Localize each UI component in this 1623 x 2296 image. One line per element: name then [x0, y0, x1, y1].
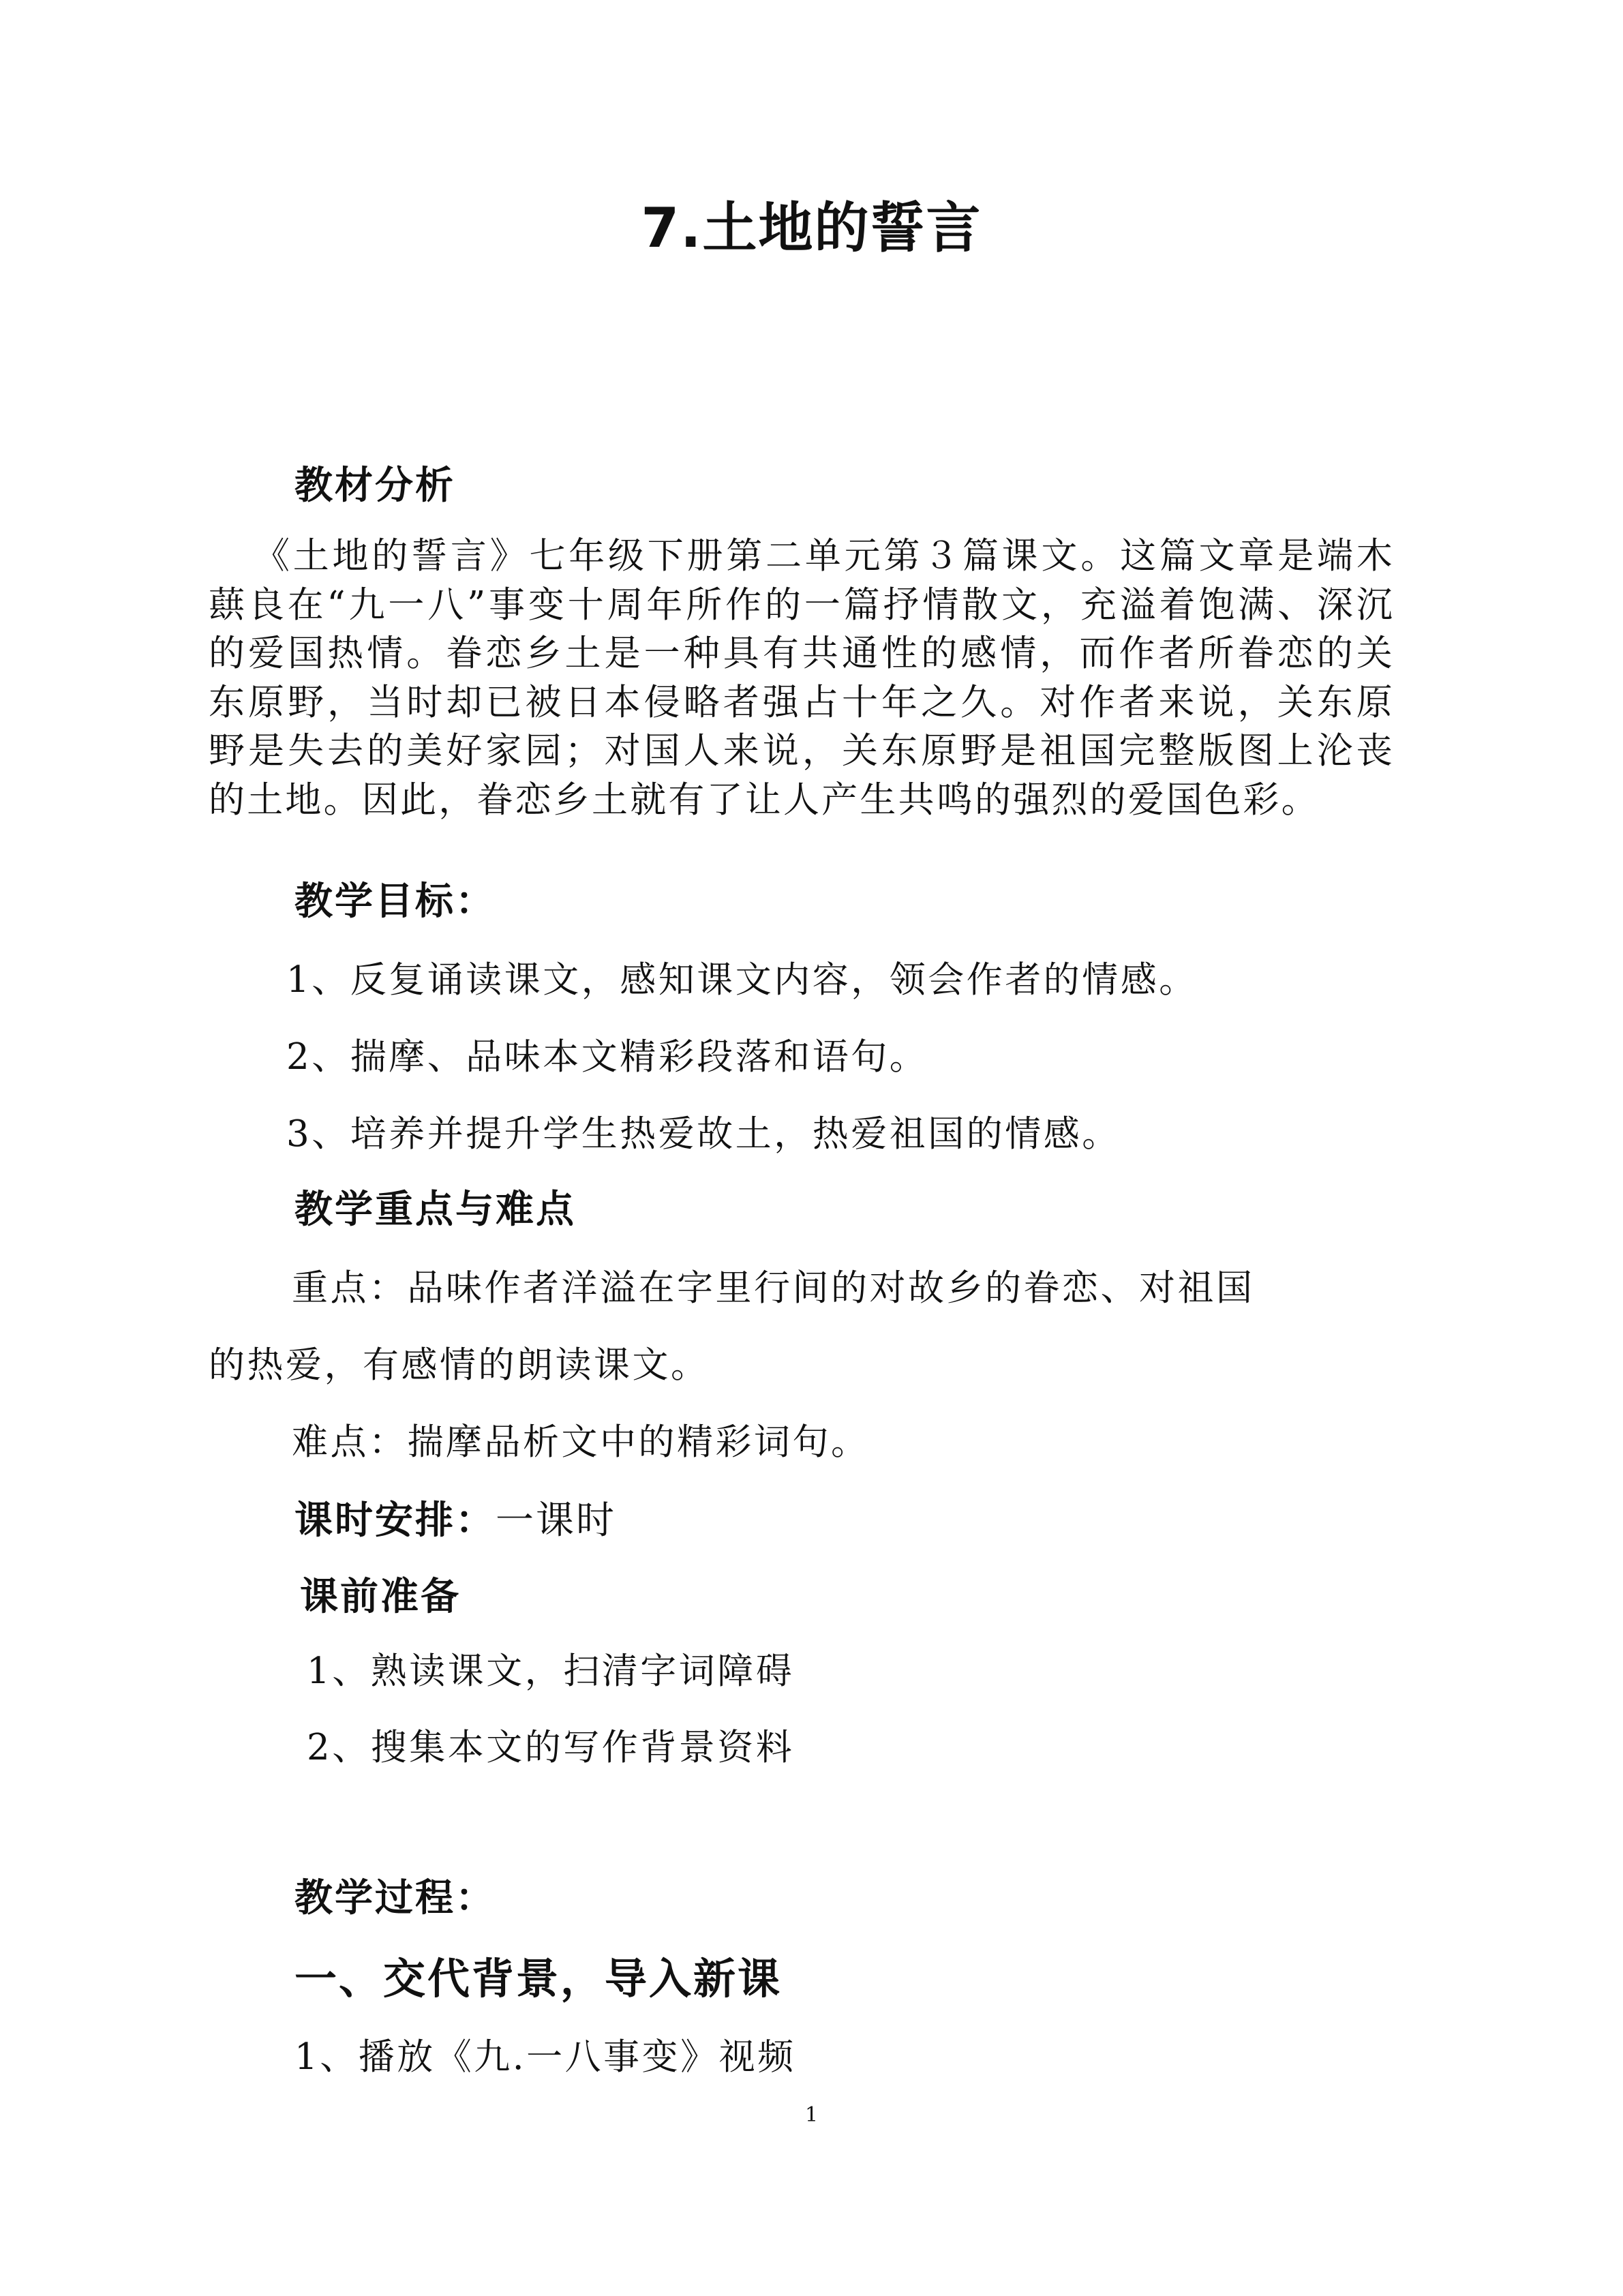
key-point-line-1: 重点：品味作者洋溢在字里行间的对故乡的眷恋、对祖国: [292, 1267, 1255, 1309]
process-step-1-item-1: 1、播放《九.一八事变》视频: [294, 2036, 796, 2078]
schedule-label: 课时安排：: [294, 1498, 496, 1543]
objective-item-2: 2、揣摩、品味本文精彩段落和语句。: [286, 1036, 928, 1078]
section-heading-preparation: 课前准备: [300, 1575, 461, 1619]
preparation-item-2: 2、搜集本文的写作背景资料: [307, 1727, 795, 1768]
preparation-item-1: 1、熟读课文，扫清字词障碍: [307, 1650, 795, 1692]
schedule-line: [294, 1490, 616, 1545]
section-heading-analysis: 教材分析: [294, 464, 455, 508]
analysis-paragraph: 《土地的誓言》七年级下册第二单元第３篇课文。这篇文章是端木蕻良在“九一八”事变十周年所作的一篇抒情散文，充溢着饱满、深沉的爱国热情。眷恋乡土是一种具有共通性的感情，而作者所眷恋的关东原野，当时却已被日本侵略者强占十年之久。对作者来说，关东原野是失去的美好家园；对国人来说，关东原野是祖国完整版图上沦丧的土地。因此，眷恋乡土就有了让人产生共鸣的强烈的爱国色彩。: [209, 535, 1395, 821]
page-number: 1: [804, 2103, 819, 2127]
section-heading-objectives: 教学目标：: [294, 879, 496, 924]
section-heading-key-points: 教学重点与难点: [294, 1188, 576, 1232]
section-heading-process: 教学过程：: [294, 1876, 496, 1920]
document-title: 7.土地的誓言: [641, 196, 982, 260]
difficulty-line: 难点：揣摩品析文中的精彩词句。: [292, 1421, 870, 1463]
objective-item-1: 1、反复诵读课文，感知课文内容，领会作者的情感。: [286, 959, 1198, 1001]
objective-item-3: 3、培养并提升学生热爱故土，热爱祖国的情感。: [286, 1113, 1121, 1155]
schedule-value: 一课时: [496, 1498, 616, 1543]
process-step-1-heading: 一、交代背景，导入新课: [294, 1954, 783, 2004]
key-point-line-2: 的热爱，有感情的朗读课文。: [209, 1344, 710, 1386]
